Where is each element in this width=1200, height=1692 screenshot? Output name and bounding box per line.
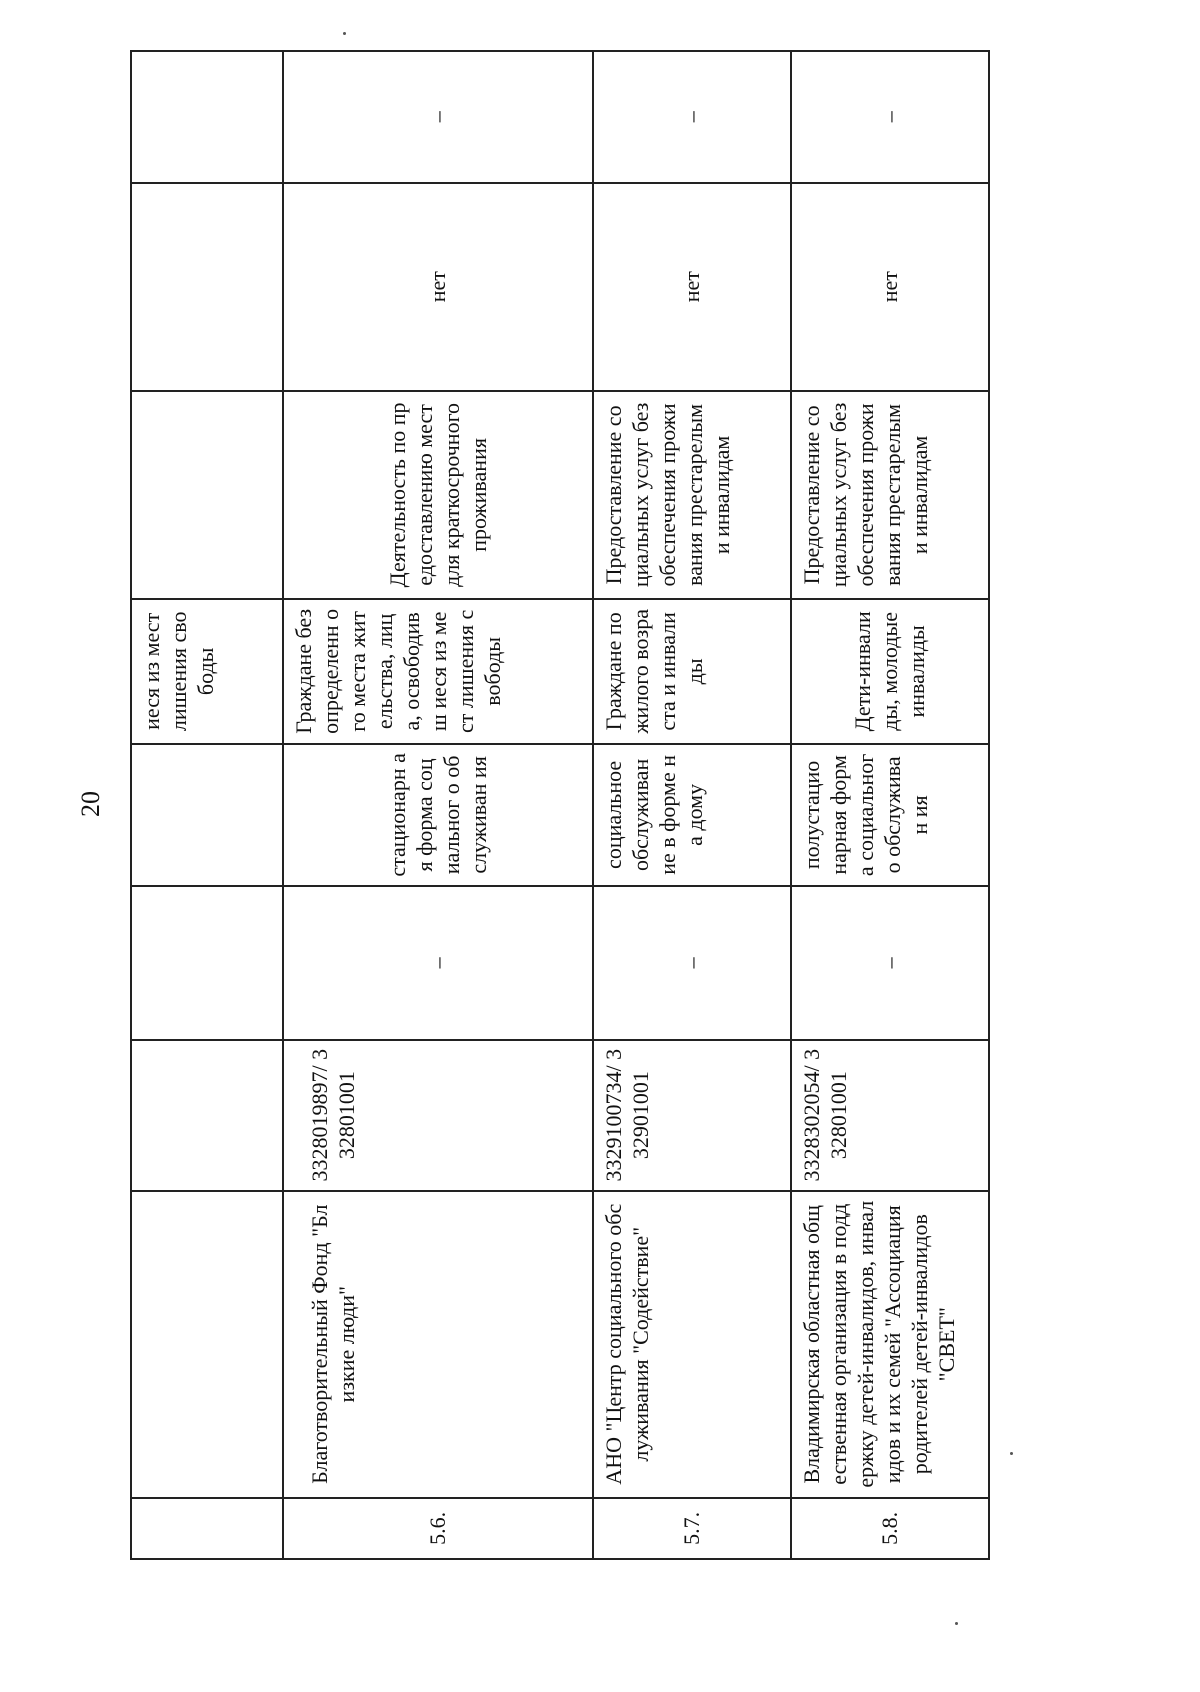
cell-inn-kpp — [131, 1040, 283, 1191]
table-rotated-wrapper — [130, 50, 990, 1560]
cell-col9: – — [593, 51, 791, 183]
cell-inn-kpp: 3328302054/ 332801001 — [791, 1040, 989, 1191]
cell-activity: Деятельность по предоставлению мест для краткосрочного проживания — [283, 391, 593, 599]
cell-num: 5.7. — [593, 1498, 791, 1559]
cell-inn-kpp: 3328019897/ 332801001 — [283, 1040, 593, 1191]
cell-col8: нет — [283, 183, 593, 391]
cell-name: Владимирская областная общественная организация в поддержку детей-инвалидов, инвалидов и их семей "Ассоциация родителей детей-инвалидов "СВЕТ" — [791, 1191, 989, 1498]
cell-col8 — [131, 183, 283, 391]
cell-form: социальное обслуживан ие в форме на дому — [593, 744, 791, 886]
cell-col9: – — [283, 51, 593, 183]
table-row — [593, 51, 791, 1559]
cell-col4: – — [791, 886, 989, 1039]
services-table — [130, 50, 990, 1560]
cell-col9 — [131, 51, 283, 183]
cell-col9: – — [791, 51, 989, 183]
cell-name — [131, 1191, 283, 1498]
cell-num: 5.6. — [283, 1498, 593, 1559]
table-row — [791, 51, 989, 1559]
scan-speck — [343, 32, 346, 35]
cell-name: Благотворительный Фонд "Близкие люди" — [283, 1191, 593, 1498]
cell-activity: Предоставление социальных услуг без обеспечения проживания престарелым и инвалидам — [593, 391, 791, 599]
page-number: 20 — [76, 791, 105, 817]
cell-num: 5.8. — [791, 1498, 989, 1559]
cell-form — [131, 744, 283, 886]
cell-category: Дети-инвалиды, молодые инвалиды — [791, 599, 989, 744]
cell-category: Граждане без определенн ого места жительства, лица, освободивш иеся из мест лишения свободы — [283, 599, 593, 744]
cell-activity — [131, 391, 283, 599]
cell-category: иеся из мест лишения свободы — [131, 599, 283, 744]
cell-num — [131, 1498, 283, 1559]
cell-inn-kpp: 3329100734/ 332901001 — [593, 1040, 791, 1191]
cell-col4: – — [593, 886, 791, 1039]
scan-speck — [955, 1622, 958, 1625]
cell-col8: нет — [593, 183, 791, 391]
scan-speck — [1010, 1452, 1013, 1455]
table-row — [283, 51, 593, 1559]
cell-activity: Предоставление социальных услуг без обеспечения проживания престарелым и инвалидам — [791, 391, 989, 599]
cell-name: АНО "Центр социального обслуживания "Содействие" — [593, 1191, 791, 1498]
cell-form: полустацио нарная форма социальног о обслуживан ия — [791, 744, 989, 886]
table-row-continuation — [131, 51, 283, 1559]
cell-form: стационарн ая форма социальног о обслуживан ия — [283, 744, 593, 886]
cell-category: Граждане пожилого возраста и инвалиды — [593, 599, 791, 744]
cell-col4 — [131, 886, 283, 1039]
cell-col8: нет — [791, 183, 989, 391]
cell-col4: – — [283, 886, 593, 1039]
